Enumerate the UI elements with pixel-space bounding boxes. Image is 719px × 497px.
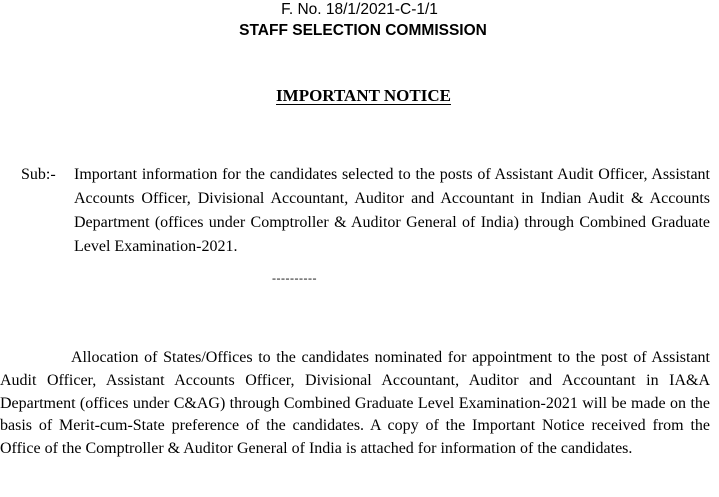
- subject-label: Sub:-: [21, 166, 56, 183]
- file-number: F. No. 18/1/2021-C-1/1: [281, 1, 438, 18]
- subject-text: Important information for the candidates selected to the posts of Assistant Audit Officer, Assistant Accounts Officer, Divisional Accountant, Auditor and Accountant in Indian Audit & Accounts Department (offices under Comptroller & Auditor General of India) through Combined Graduate Level Examination-2021.: [74, 166, 710, 255]
- body-paragraph: Allocation of States/Offices to the candidates nominated for appointment to the post of Assistant Audit Officer, Assistant Accounts Officer, Divisional Accountant, Auditor and Accountant in IA&A Department (offices under C&AG) through Combined Graduate Level Examination-2021 will be made on the basis of Merit-cum-State preference of the candidates. A copy of the Important Notice received from the Office of the Comptroller & Auditor General of India is attached for information of the candidates.: [0, 349, 710, 458]
- notice-title: [0, 85, 719, 107]
- organization-name: STAFF SELECTION COMMISSION: [239, 22, 487, 39]
- notice-title-text: IMPORTANT NOTICE: [276, 86, 451, 105]
- section-divider: ----------: [272, 271, 317, 285]
